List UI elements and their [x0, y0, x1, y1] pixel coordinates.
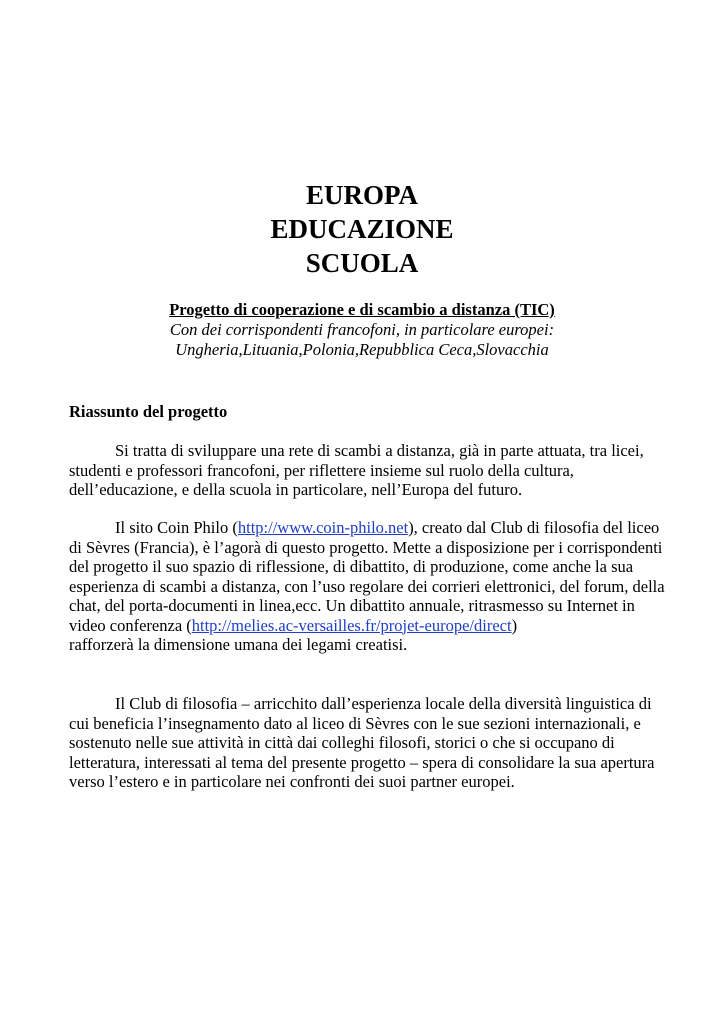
paragraph-2-part-a: Il sito Coin Philo ( — [115, 518, 238, 537]
paragraph-2 — [69, 518, 669, 655]
paragraph-2-part-b: ), creato dal Club di filosofia del liceo di Sèvres (Francia), è l’agorà di questo progetto. Mette a disposizione per i corrispondenti del progetto il suo spazio di riflessione, di dibattito, di produzione, come anche la sua esperienza di scambi a distanza, con l’uso regolare dei corrieri elettronici, del forum, della chat, del porta-documenti in linea,ecc. Un dibattito annuale, ritrasmesso su Internet in video conferenza ( — [69, 518, 665, 635]
melies-direct-link[interactable]: http://melies.ac-versailles.fr/projet-europe/direct — [191, 615, 512, 635]
paragraph-1 — [69, 441, 669, 500]
paragraph-3-text: Il Club di filosofia – arricchito dall’esperienza locale della diversità linguistica di cui beneficia l’insegnamento dato al liceo di Sèvres con le sue sezioni internazionali, e sostenuto nelle sue attività in città dai colleghi filosofi, storici o che si occupano di letteratura, interessati al tema del presente progetto – spera di consolidare la sua apertura verso l’estero e in particolare nei confronti dei suoi partner europei. — [69, 694, 655, 791]
coin-philo-link[interactable]: http://www.coin-philo.net — [237, 518, 409, 537]
section-heading: Riassunto del progetto — [69, 402, 228, 421]
paragraph-2-part-c: ) — [511, 615, 518, 635]
subtitle-line-3: Ungheria,Lituania,Polonia,Repubblica Ceca,Slovacchia — [175, 340, 549, 359]
paragraph-2-part-d: rafforzerà la dimensione umana dei legami creatisi. — [69, 635, 408, 654]
paragraph-1-text: Si tratta di sviluppare una rete di scambi a distanza, già in parte attuata, tra licei, studenti e professori francofoni, per riflettere insieme sul ruolo della cultura, dell’educazione, e della scuola in particolare, nell’Europa del futuro. — [69, 441, 644, 499]
paragraph-2-text — [69, 518, 669, 655]
document-title — [0, 178, 724, 280]
title-line-2: EDUCAZIONE — [270, 214, 454, 244]
subtitle-main: Progetto di cooperazione e di scambio a distanza (TIC) — [169, 300, 555, 319]
subtitle-line-2: Con dei corrispondenti francofoni, in particolare europei: — [169, 320, 555, 339]
title-line-1: EUROPA — [306, 180, 418, 210]
title-line-3: SCUOLA — [305, 248, 419, 278]
document-subtitle — [0, 300, 724, 360]
paragraph-3 — [69, 694, 669, 792]
